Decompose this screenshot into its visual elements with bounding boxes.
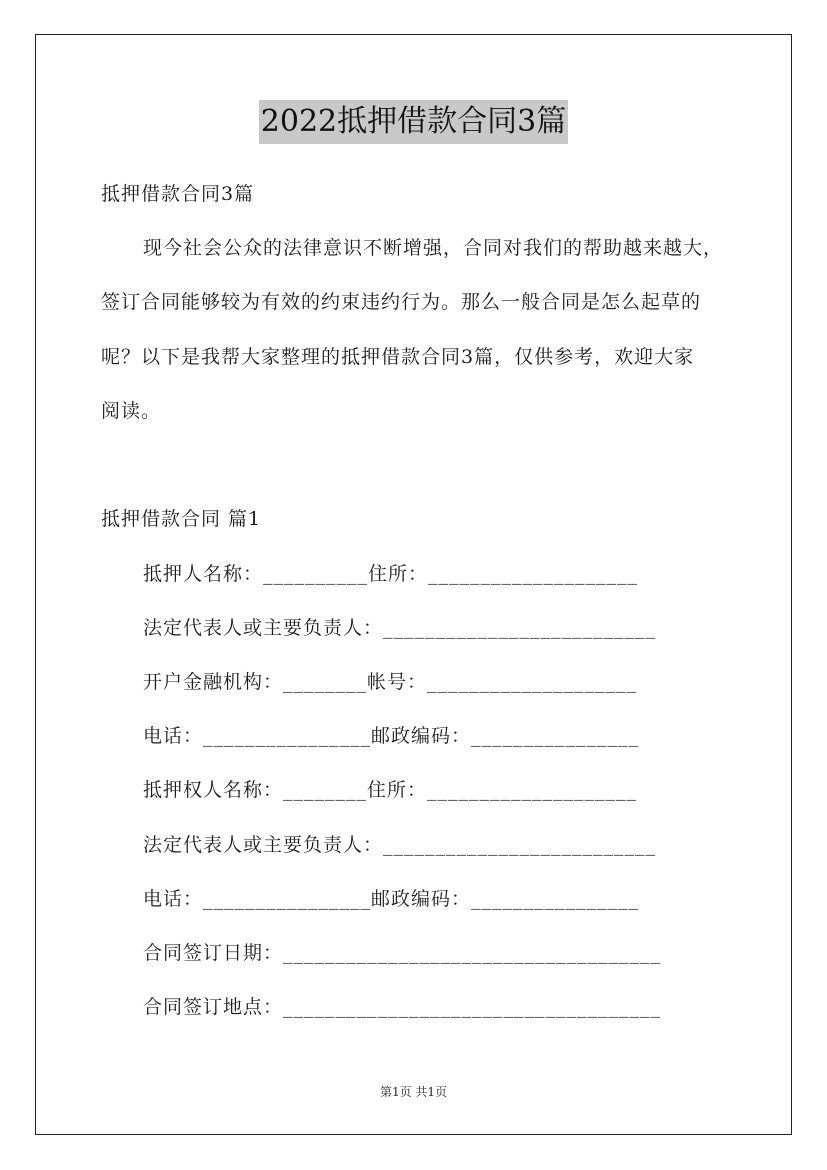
document-subtitle: 抵押借款合同3篇 <box>101 183 255 205</box>
intro-paragraph-line: 阅读。 <box>101 400 162 422</box>
intro-paragraph-line: 现今社会公众的法律意识不断增强，合同对我们的帮助越来越大， <box>143 237 724 259</box>
intro-paragraph-line: 呢？以下是我帮大家整理的抵押借款合同3篇，仅供参考，欢迎大家 <box>101 346 695 368</box>
form-field-line: 电话：________________邮政编码：________________ <box>143 888 640 910</box>
form-field-line: 开户金融机构：________帐号：____________________ <box>143 671 638 693</box>
form-field-line: 法定代表人或主要负责人：__________________________ <box>143 834 657 856</box>
form-field-line: 抵押人名称：__________住所：____________________ <box>143 563 639 585</box>
form-field-line: 电话：________________邮政编码：________________ <box>143 725 640 747</box>
intro-paragraph-line: 签订合同能够较为有效的约束违约行为。那么一般合同是怎么起草的 <box>101 291 702 313</box>
document-title: 2022抵押借款合同3篇 <box>259 100 568 144</box>
form-field-line: 合同签订地点：____________________________________ <box>143 996 662 1018</box>
section-heading: 抵押借款合同 篇1 <box>101 508 262 530</box>
form-field-line: 合同签订日期：____________________________________ <box>143 942 662 964</box>
title-container <box>0 100 827 144</box>
form-field-line: 抵押权人名称：________住所：____________________ <box>143 779 638 801</box>
page-footer: 第1页 共1页 <box>379 1085 448 1099</box>
form-field-line: 法定代表人或主要负责人：__________________________ <box>143 617 657 639</box>
